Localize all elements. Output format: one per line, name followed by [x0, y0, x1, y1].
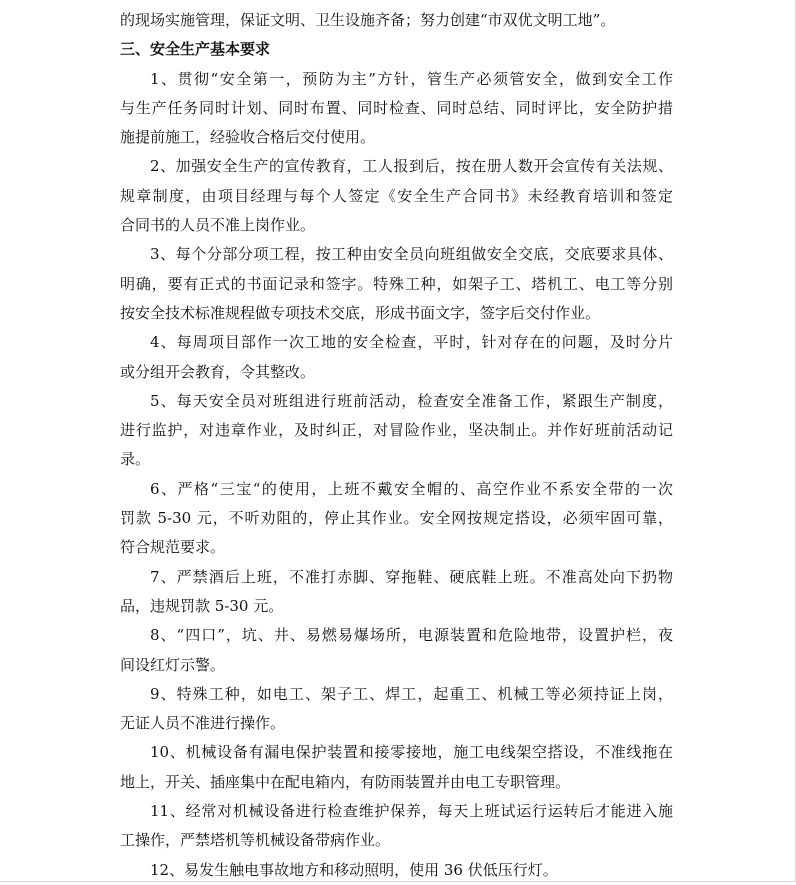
paragraph-line: 工操作，严禁塔机等机械设备带病作业。 [120, 831, 391, 850]
paragraph-line: 间设红灯示警。 [120, 655, 226, 674]
paragraph-list [120, 65, 673, 885]
paragraph-line: 11、经常对机械设备进行检查维护保养，每天上班试运行运转后才能进入施 [150, 802, 673, 821]
paragraph-line: 按安全技术标准规程做专项技术交底，形成书面文字，签字后交付作业。 [120, 303, 601, 322]
paragraph-line: 施提前施工，经验收合格后交付使用。 [120, 128, 376, 147]
paragraph-line: 录。 [120, 450, 151, 469]
document-body [120, 6, 673, 885]
paragraph [120, 152, 673, 240]
paragraph-line: 10、机械设备有漏电保护装置和接零接地，施工电线架空搭设，不准线拖在 [150, 743, 673, 762]
paragraph-line: 进行监护，对违章作业，及时纠正，对冒险作业，坚决制止。并作好班前活动记 [120, 421, 673, 440]
paragraph-line: 4、每周项目部作一次工地的安全检查，平时，针对存在的问题，及时分片 [150, 333, 673, 352]
paragraph-line: 符合规范要求。 [120, 538, 226, 557]
paragraph-line: 7、严禁酒后上班，不准打赤脚、穿拖鞋、硬底鞋上班。不准高处向下扔物 [150, 567, 673, 586]
paragraph [120, 621, 673, 680]
paragraph-line: 2、加强安全生产的宣传教育，工人报到后，按在册人数开会宣传有关法规、 [150, 157, 673, 176]
paragraph-line: 1、贯彻“安全第一，预防为主”方针，管生产必须管安全，做到安全工作 [150, 69, 673, 88]
paragraph-line: 或分组开会教育，令其整改。 [120, 362, 316, 381]
paragraph [120, 328, 673, 387]
paragraph-line: 地上，开关、插座集中在配电箱内，有防雨装置并由电工专职管理。 [120, 772, 571, 791]
paragraph-line: 合同书的人员不准上岗作业。 [120, 216, 316, 235]
paragraph-line: 8、“四口”，坑、井、易燃易爆场所，电源装置和危险地带，设置护栏，夜 [150, 626, 673, 645]
paragraph-line: 9、特殊工种，如电工、架子工、焊工，起重工、机械工等必须持证上岗， [150, 684, 673, 703]
paragraph [120, 563, 673, 622]
paragraph [120, 856, 673, 885]
paragraph-line: 品，违规罚款 5-30 元。 [120, 596, 284, 615]
paragraph-line: 罚款 5-30 元，不听劝阻的，停止其作业。安全网按规定搭设，必须牢固可靠， [120, 509, 673, 528]
paragraph [120, 738, 673, 797]
intro-line: 的现场实施管理，保证文明、卫生设施齐备；努力创建“市双优文明工地”。 [120, 11, 616, 29]
paragraph [120, 797, 673, 856]
paragraph [120, 475, 673, 563]
paragraph-line: 6、严格“三宝“的使用，上班不戴安全帽的、高空作业不系安全带的一次 [150, 479, 673, 498]
paragraph-line: 规章制度，由项目经理与每个人签定《安全生产合同书》未经教育培训和签定 [120, 186, 673, 205]
paragraph [120, 65, 673, 153]
paragraph [120, 240, 673, 328]
paragraph-line: 无证人员不准进行操作。 [120, 714, 286, 733]
paragraph-line: 3、每个分部分项工程，按工种由安全员向班组做安全交底，交底要求具体、 [150, 245, 673, 264]
paragraph-line: 12、易发生触电事故地方和移动照明，使用 36 伏低压行灯。 [150, 860, 558, 879]
paragraph-line: 与生产任务同时计划、同时布置、同时检查、同时总结、同时评比，安全防护措 [120, 98, 673, 117]
paragraph [120, 680, 673, 739]
paragraph [120, 387, 673, 475]
section-heading: 三、安全生产基本要求 [120, 40, 271, 59]
paragraph-line: 明确，要有正式的书面记录和签字。特殊工种，如架子工、塔机工、电工等分别 [120, 274, 673, 293]
paragraph-line: 5、每天安全员对班组进行班前活动，检查安全准备工作，紧跟生产制度， [150, 391, 673, 410]
